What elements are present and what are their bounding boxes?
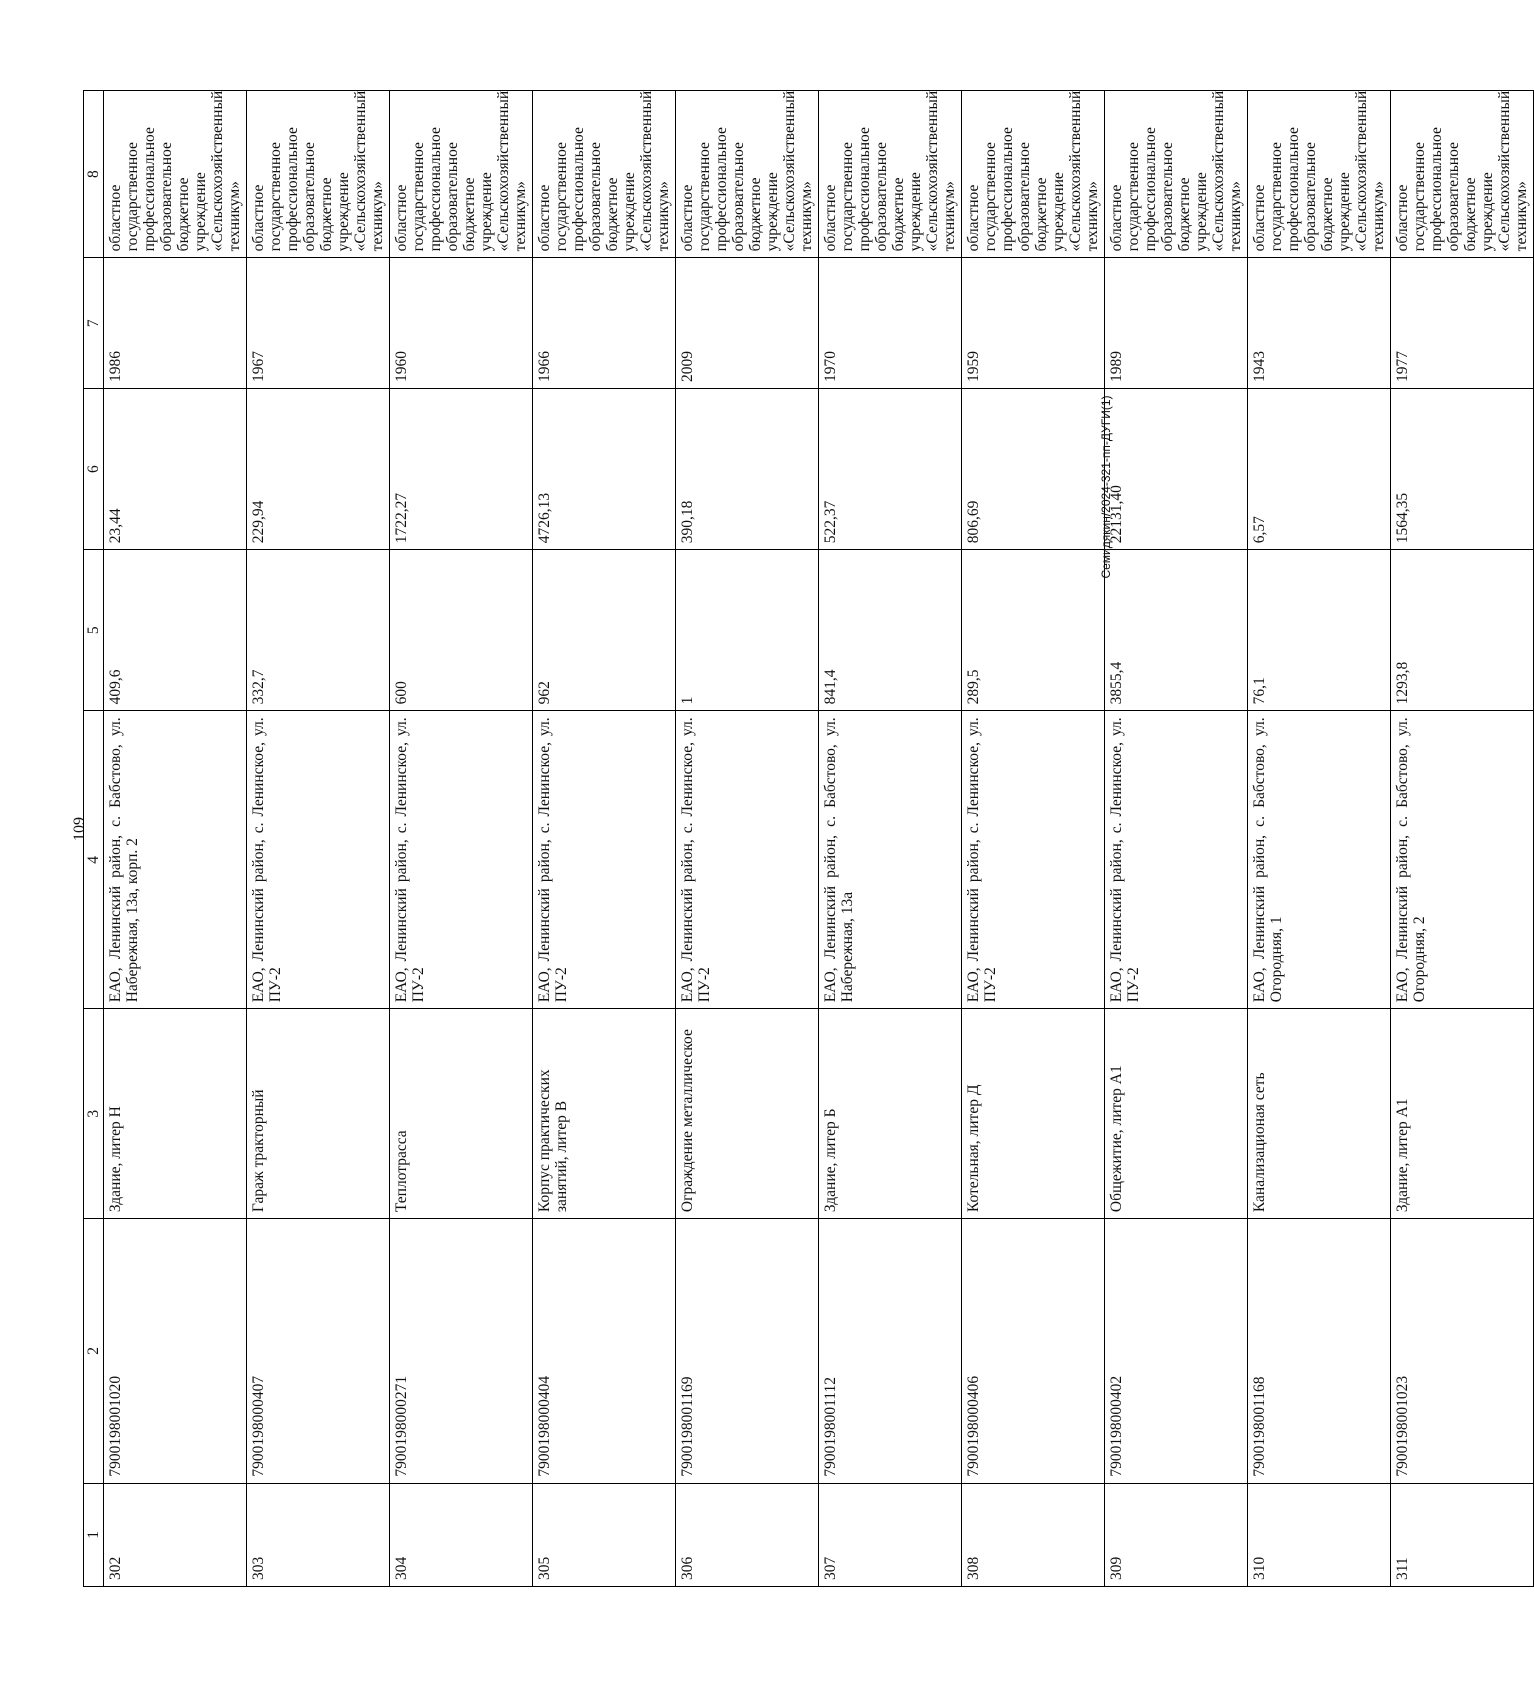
object-name-cell: Здание, литер Н <box>104 1009 247 1219</box>
table-row <box>1248 91 1391 1587</box>
address-cell: ЕАО, Ленинский район, с. Бабстово, ул. Набережная, 13а, корп. 2 <box>104 711 247 1009</box>
address-cell: ЕАО, Ленинский район, с. Ленинское, ул. ПУ-2 <box>962 711 1105 1009</box>
object-name-cell: Здание, литер Б <box>819 1009 962 1219</box>
address-cell: ЕАО, Ленинский район, с. Бабстово, ул. Набережная, 13а <box>819 711 962 1009</box>
column-header: 8 <box>84 91 104 258</box>
area-cell: 76,1 <box>1248 550 1391 711</box>
cadastral-number-cell: 7900198000406 <box>962 1219 1105 1484</box>
document-code: Семидякин/2024-321-пп-ДУГИ(1) <box>1099 395 1113 579</box>
row-number-cell: 310 <box>1248 1483 1391 1586</box>
object-name-cell: Общежитие, литер А1 <box>1105 1009 1248 1219</box>
column-header: 6 <box>84 389 104 550</box>
area-cell: 1 <box>676 550 819 711</box>
cadastral-number-cell: 7900198000402 <box>1105 1219 1248 1484</box>
table-header-row <box>84 91 104 1587</box>
area-cell: 600 <box>390 550 533 711</box>
row-number-cell: 305 <box>533 1483 676 1586</box>
address-cell: ЕАО, Ленинский район, с. Ленинское, ул. ПУ-2 <box>676 711 819 1009</box>
table-row <box>819 91 962 1587</box>
column-header: 3 <box>84 1009 104 1219</box>
cadastral-number-cell: 7900198000271 <box>390 1219 533 1484</box>
value-cell: 6,57 <box>1248 389 1391 550</box>
cadastral-number-cell: 7900198000407 <box>247 1219 390 1484</box>
row-number-cell: 304 <box>390 1483 533 1586</box>
area-cell: 409,6 <box>104 550 247 711</box>
table-row <box>1105 91 1248 1587</box>
value-cell: 4726,13 <box>533 389 676 550</box>
value-cell: 390,18 <box>676 389 819 550</box>
table-row <box>533 91 676 1587</box>
holder-cell: областное государственное профессиональное образовательное бюджетное учреждение «Сельскохозяйственный техникум» <box>104 91 247 258</box>
value-cell: 806,69 <box>962 389 1105 550</box>
value-cell: 1722,27 <box>390 389 533 550</box>
row-number-cell: 302 <box>104 1483 247 1586</box>
cadastral-number-cell: 7900198000404 <box>533 1219 676 1484</box>
object-name-cell: Канализационая сеть <box>1248 1009 1391 1219</box>
column-header: 5 <box>84 550 104 711</box>
area-cell: 3855,4 <box>1105 550 1248 711</box>
year-cell: 1977 <box>1391 258 1534 389</box>
address-cell: ЕАО, Ленинский район, с. Ленинское, ул. ПУ-2 <box>533 711 676 1009</box>
object-name-cell: Котельная, литер Д <box>962 1009 1105 1219</box>
cadastral-number-cell: 7900198001020 <box>104 1219 247 1484</box>
area-cell: 289,5 <box>962 550 1105 711</box>
holder-cell: областное государственное профессиональное образовательное бюджетное учреждение «Сельскохозяйственный техникум» <box>962 91 1105 258</box>
row-number-cell: 306 <box>676 1483 819 1586</box>
address-cell: ЕАО, Ленинский район, с. Бабстово, ул. Огородняя, 2 <box>1391 711 1534 1009</box>
object-name-cell: Корпус практических занятий, литер В <box>533 1009 676 1219</box>
address-cell: ЕАО, Ленинский район, с. Ленинское, ул. ПУ-2 <box>247 711 390 1009</box>
year-cell: 1970 <box>819 258 962 389</box>
object-name-cell: Гараж тракторный <box>247 1009 390 1219</box>
column-header: 4 <box>84 711 104 1009</box>
year-cell: 1967 <box>247 258 390 389</box>
holder-cell: областное государственное профессиональное образовательное бюджетное учреждение «Сельскохозяйственный техникум» <box>247 91 390 258</box>
cadastral-number-cell: 7900198001168 <box>1248 1219 1391 1484</box>
row-number-cell: 308 <box>962 1483 1105 1586</box>
year-cell: 1960 <box>390 258 533 389</box>
address-cell: ЕАО, Ленинский район, с. Бабстово, ул. Огородняя, 1 <box>1248 711 1391 1009</box>
holder-cell: областное государственное профессиональное образовательное бюджетное учреждение «Сельскохозяйственный техникум» <box>819 91 962 258</box>
holder-cell: областное государственное профессиональное образовательное бюджетное учреждение «Сельскохозяйственный техникум» <box>676 91 819 258</box>
table-row <box>962 91 1105 1587</box>
column-header: 7 <box>84 258 104 389</box>
value-cell: 229,94 <box>247 389 390 550</box>
property-table <box>83 90 1534 1587</box>
area-cell: 841,4 <box>819 550 962 711</box>
holder-cell: областное государственное профессиональное образовательное бюджетное учреждение «Сельскохозяйственный техникум» <box>1391 91 1534 258</box>
cadastral-number-cell: 7900198001169 <box>676 1219 819 1484</box>
year-cell: 1959 <box>962 258 1105 389</box>
value-cell: 22131,40 <box>1105 389 1248 550</box>
row-number-cell: 309 <box>1105 1483 1248 1586</box>
page-number: 109 <box>71 817 88 841</box>
year-cell: 1989 <box>1105 258 1248 389</box>
value-cell: 522,37 <box>819 389 962 550</box>
year-cell: 1986 <box>104 258 247 389</box>
table-row <box>1391 91 1534 1587</box>
holder-cell: областное государственное профессиональное образовательное бюджетное учреждение «Сельскохозяйственный техникум» <box>1248 91 1391 258</box>
holder-cell: областное государственное профессиональное образовательное бюджетное учреждение «Сельскохозяйственный техникум» <box>1105 91 1248 258</box>
table-row <box>676 91 819 1587</box>
address-cell: ЕАО, Ленинский район, с. Ленинское, ул. ПУ-2 <box>1105 711 1248 1009</box>
address-cell: ЕАО, Ленинский район, с. Ленинское, ул. ПУ-2 <box>390 711 533 1009</box>
area-cell: 962 <box>533 550 676 711</box>
cadastral-number-cell: 7900198001112 <box>819 1219 962 1484</box>
value-cell: 1564,35 <box>1391 389 1534 550</box>
year-cell: 1943 <box>1248 258 1391 389</box>
object-name-cell: Теплотрасса <box>390 1009 533 1219</box>
area-cell: 1293,8 <box>1391 550 1534 711</box>
row-number-cell: 303 <box>247 1483 390 1586</box>
column-header: 1 <box>84 1483 104 1586</box>
value-cell: 23,44 <box>104 389 247 550</box>
object-name-cell: Ограждение металлическое <box>676 1009 819 1219</box>
year-cell: 2009 <box>676 258 819 389</box>
area-cell: 332,7 <box>247 550 390 711</box>
row-number-cell: 307 <box>819 1483 962 1586</box>
table-row <box>247 91 390 1587</box>
table-row <box>104 91 247 1587</box>
cadastral-number-cell: 7900198001023 <box>1391 1219 1534 1484</box>
year-cell: 1966 <box>533 258 676 389</box>
table-row <box>390 91 533 1587</box>
row-number-cell: 311 <box>1391 1483 1534 1586</box>
holder-cell: областное государственное профессиональное образовательное бюджетное учреждение «Сельскохозяйственный техникум» <box>390 91 533 258</box>
object-name-cell: Здание, литер А1 <box>1391 1009 1534 1219</box>
column-header: 2 <box>84 1219 104 1484</box>
holder-cell: областное государственное профессиональное образовательное бюджетное учреждение «Сельскохозяйственный техникум» <box>533 91 676 258</box>
